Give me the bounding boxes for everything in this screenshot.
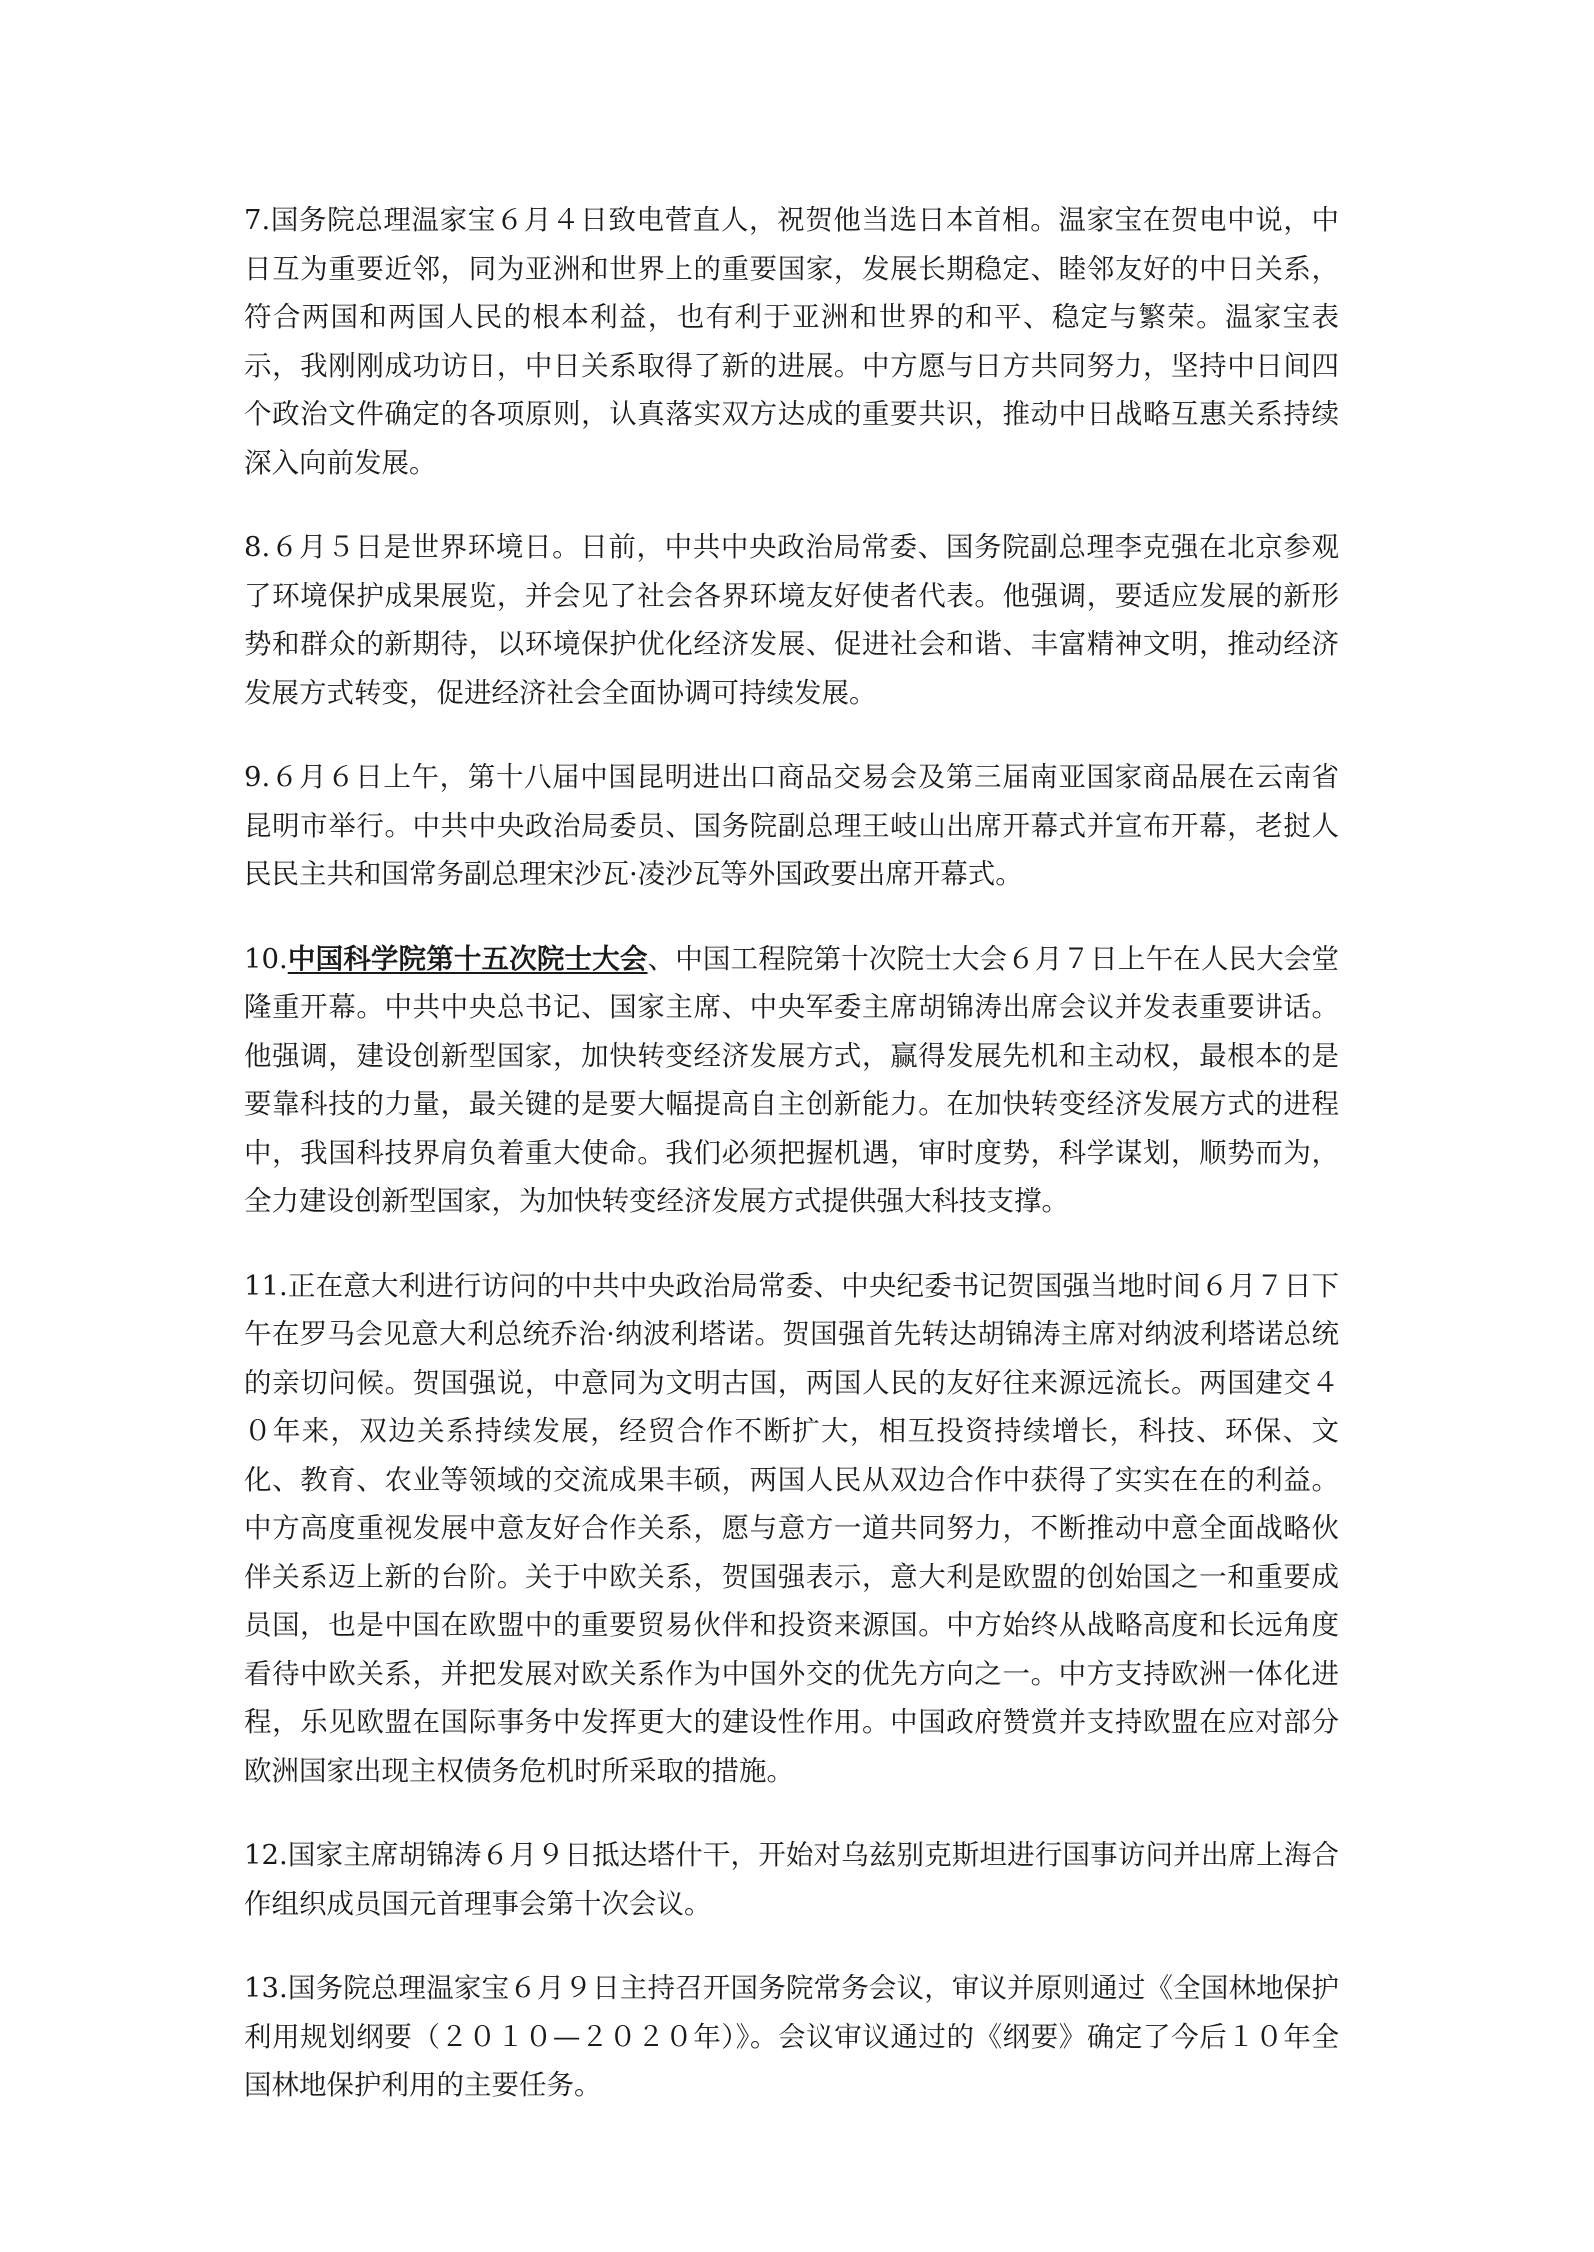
paragraph-13 [244, 1964, 1339, 2110]
paragraph-10-number: 10. [244, 942, 288, 975]
paragraph-11 [244, 1262, 1339, 1796]
paragraph-7 [244, 196, 1339, 487]
paragraph-13-text: 13.国务院总理温家宝６月９日主持召开国务院常务会议，审议并原则通过《全国林地保护利用规划纲要（２０１０—２０２０年）》。会议审议通过的《纲要》确定了今后１０年全国林地保护利用的主要任务。 [244, 1972, 1339, 2101]
paragraph-8-text: 8.６月５日是世界环境日。日前，中共中央政治局常委、国务院副总理李克强在北京参观了环境保护成果展览，并会见了社会各界环境友好使者代表。他强调，要适应发展的新形势和群众的新期待，以环境保护优化经济发展、促进社会和谐、丰富精神文明，推动经济发展方式转变，促进经济社会全面协调可持续发展。 [244, 531, 1339, 709]
paragraph-9 [244, 753, 1339, 899]
paragraph-7-text: 7.国务院总理温家宝６月４日致电菅直人，祝贺他当选日本首相。温家宝在贺电中说，中日互为重要近邻，同为亚洲和世界上的重要国家，发展长期稳定、睦邻友好的中日关系，符合两国和两国人民的根本利益，也有利于亚洲和世界的和平、稳定与繁荣。温家宝表示，我刚刚成功访日，中日关系取得了新的进展。中方愿与日方共同努力，坚持中日间四个政治文件确定的各项原则，认真落实双方达成的重要共识，推动中日战略互惠关系持续深入向前发展。 [244, 204, 1339, 479]
paragraph-11-text: 11.正在意大利进行访问的中共中央政治局常委、中央纪委书记贺国强当地时间６月７日下午在罗马会见意大利总统乔治·纳波利塔诺。贺国强首先转达胡锦涛主席对纳波利塔诺总统的亲切问候。贺国强说，中意同为文明古国，两国人民的友好往来源远流长。两国建交４０年来，双边关系持续发展，经贸合作不断扩大，相互投资持续增长，科技、环保、文化、教育、农业等领域的交流成果丰硕，两国人民从双边合作中获得了实实在在的利益。中方高度重视发展中意友好合作关系，愿与意方一道共同努力，不断推动中意全面战略伙伴关系迈上新的台阶。关于中欧关系，贺国强表示，意大利是欧盟的创始国之一和重要成员国，也是中国在欧盟中的重要贸易伙伴和投资来源国。中方始终从战略高度和长远角度看待中欧关系，并把发展对欧关系作为中国外交的优先方向之一。中方支持欧洲一体化进程，乐见欧盟在国际事务中发挥更大的建设性作用。中国政府赞赏并支持欧盟在应对部分欧洲国家出现主权债务危机时所采取的措施。 [244, 1269, 1339, 1787]
paragraph-9-text: 9.６月６日上午，第十八届中国昆明进出口商品交易会及第三届南亚国家商品展在云南省昆明市举行。中共中央政治局委员、国务院副总理王岐山出席开幕式并宣布开幕，老挝人民民主共和国常务副总理宋沙瓦·凌沙瓦等外国政要出席开幕式。 [244, 761, 1339, 890]
academy-conference-link[interactable]: 中国科学院第十五次院士大会 [287, 942, 648, 975]
paragraph-10 [244, 935, 1339, 1226]
document-body [244, 196, 1339, 2146]
paragraph-8 [244, 523, 1339, 717]
paragraph-12-text: 12.国家主席胡锦涛６月９日抵达塔什干，开始对乌兹别克斯坦进行国事访问并出席上海合作组织成员国元首理事会第十次会议。 [244, 1839, 1339, 1920]
paragraph-12 [244, 1831, 1339, 1928]
paragraph-10-text: 、中国工程院第十次院士大会６月７日上午在人民大会堂隆重开幕。中共中央总书记、国家主席、中央军委主席胡锦涛出席会议并发表重要讲话。他强调，建设创新型国家，加快转变经济发展方式，赢得发展先机和主动权，最根本的是要靠科技的力量，最关键的是要大幅提高自主创新能力。在加快转变经济发展方式的进程中，我国科技界肩负着重大使命。我们必须把握机遇，审时度势，科学谋划，顺势而为，全力建设创新型国家，为加快转变经济发展方式提供强大科技支撑。 [244, 942, 1340, 1217]
